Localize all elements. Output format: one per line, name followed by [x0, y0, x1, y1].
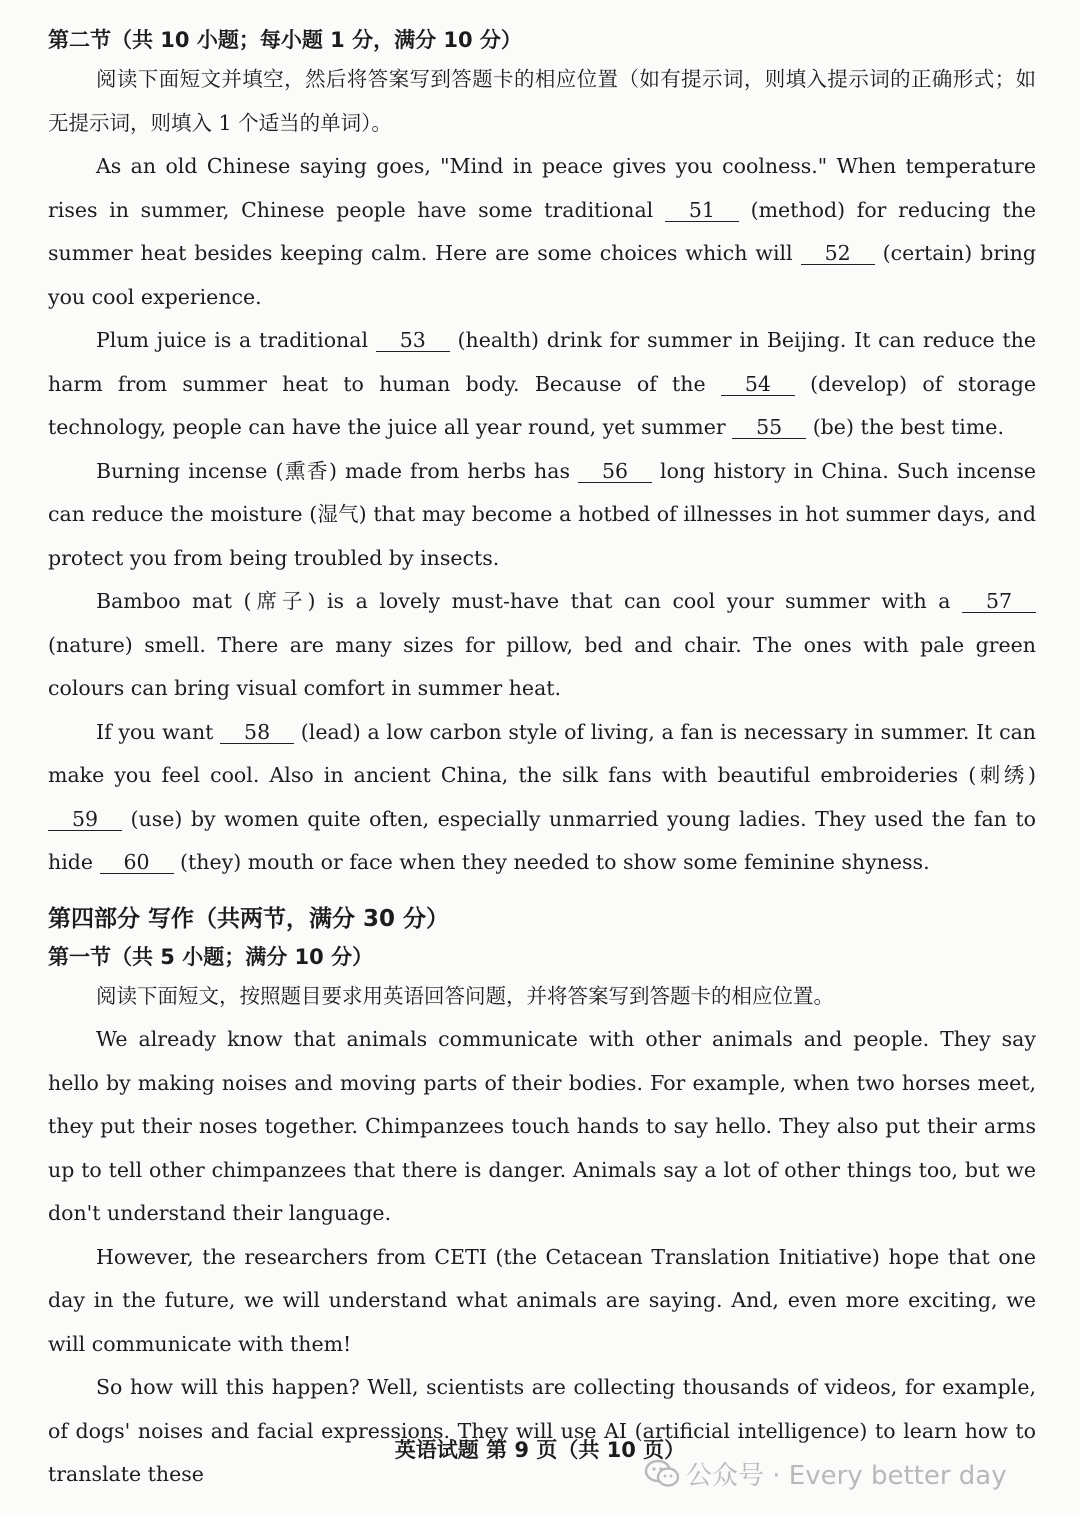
- passage-paragraph-4: Bamboo mat (席子) is a lovely must-have that can cool your summer with a 57 (nature) smell. There are many sizes for pillow, bed and chair. The ones with pale green colours can bring visual comfort in summer heat.: [48, 589, 1036, 700]
- blank-60: 60: [100, 851, 174, 874]
- part-4-title: 第四部分 写作（共两节，满分 30 分）: [48, 905, 450, 932]
- page-footer: 英语试题 第 9 页（共 10 页）: [394, 1438, 686, 1462]
- passage-paragraph-2: Plum juice is a traditional 53 (health) drink for summer in Beijing. It can reduce the harm from summer heat to human body. Because of the 54 (develop) of storage technology, people can have the juice all year round, yet summer 55 (be) the best time.: [48, 328, 1036, 439]
- part-4-instruction: 阅读下面短文，按照题目要求用英语回答问题，并将答案写到答题卡的相应位置。: [96, 983, 834, 1008]
- section-2-instruction: 阅读下面短文并填空，然后将答案写到答题卡的相应位置（如有提示词，则填入提示词的正确形式；如无提示词，则填入 1 个适当的单词）。: [48, 67, 1036, 135]
- passage-paragraph-3: Burning incense (熏香) made from herbs has 56 long history in China. Such incense can reduce the moisture (湿气) that may become a hotbed of illnesses in hot summer days, and protect you from being troubled by insects.: [48, 458, 1037, 570]
- blank-51: 51: [665, 199, 739, 222]
- wechat-icon: [644, 1459, 680, 1489]
- blank-53: 53: [376, 329, 450, 352]
- reading-paragraph-3: So how will this happen? Well, scientists are collecting thousands of videos, for example, of dogs' noises and facial expressions. They will use AI (artificial intelligence) to learn how to translate these: [48, 1375, 1036, 1486]
- part-4-section-1-title: 第一节（共 5 小题；满分 10 分）: [48, 944, 374, 969]
- blank-55: 55: [732, 416, 806, 439]
- passage-paragraph-5: If you want 58 (lead) a low carbon style of living, a fan is necessary in summer. It can make you feel cool. Also in ancient China, the silk fans with beautiful embroideries (刺绣) 59 (use) by women quite often, especially unmarried young ladies. They used the fan to hide 60 (they) mouth or face when they needed to show some feminine shyness.: [48, 719, 1036, 874]
- blank-58: 58: [220, 721, 294, 744]
- blank-52: 52: [801, 242, 875, 265]
- passage-paragraph-1: As an old Chinese saying goes, "Mind in peace gives you coolness." When temperature rises in summer, Chinese people have some traditional 51 (method) for reducing the summer heat besides keeping calm. Here are some choices which will 52 (certain) bring you cool experience.: [48, 154, 1037, 309]
- watermark: [644, 1455, 1007, 1492]
- blank-57: 57: [962, 590, 1036, 613]
- exam-page: [48, 22, 1036, 1497]
- watermark-text: 公众号 · Every better day: [686, 1461, 1007, 1491]
- blank-56: 56: [578, 460, 652, 483]
- section-2-title: 第二节（共 10 小题；每小题 1 分，满分 10 分）: [48, 28, 522, 52]
- blank-59: 59: [48, 808, 122, 831]
- reading-paragraph-1: We already know that animals communicate with other animals and people. They say hello by making noises and moving parts of their bodies. For example, when two horses meet, they put their noses together. Chimpanzees touch hands to say hello. They also put their arms up to tell other chimpanzees that there is danger. Animals say a lot of other things too, but we don't understand their language.: [48, 1027, 1036, 1225]
- blank-54: 54: [721, 373, 795, 396]
- reading-paragraph-2: However, the researchers from CETI (the Cetacean Translation Initiative) hope that one day in the future, we will understand what animals are saying. And, even more exciting, we will communicate with them!: [48, 1244, 1036, 1356]
